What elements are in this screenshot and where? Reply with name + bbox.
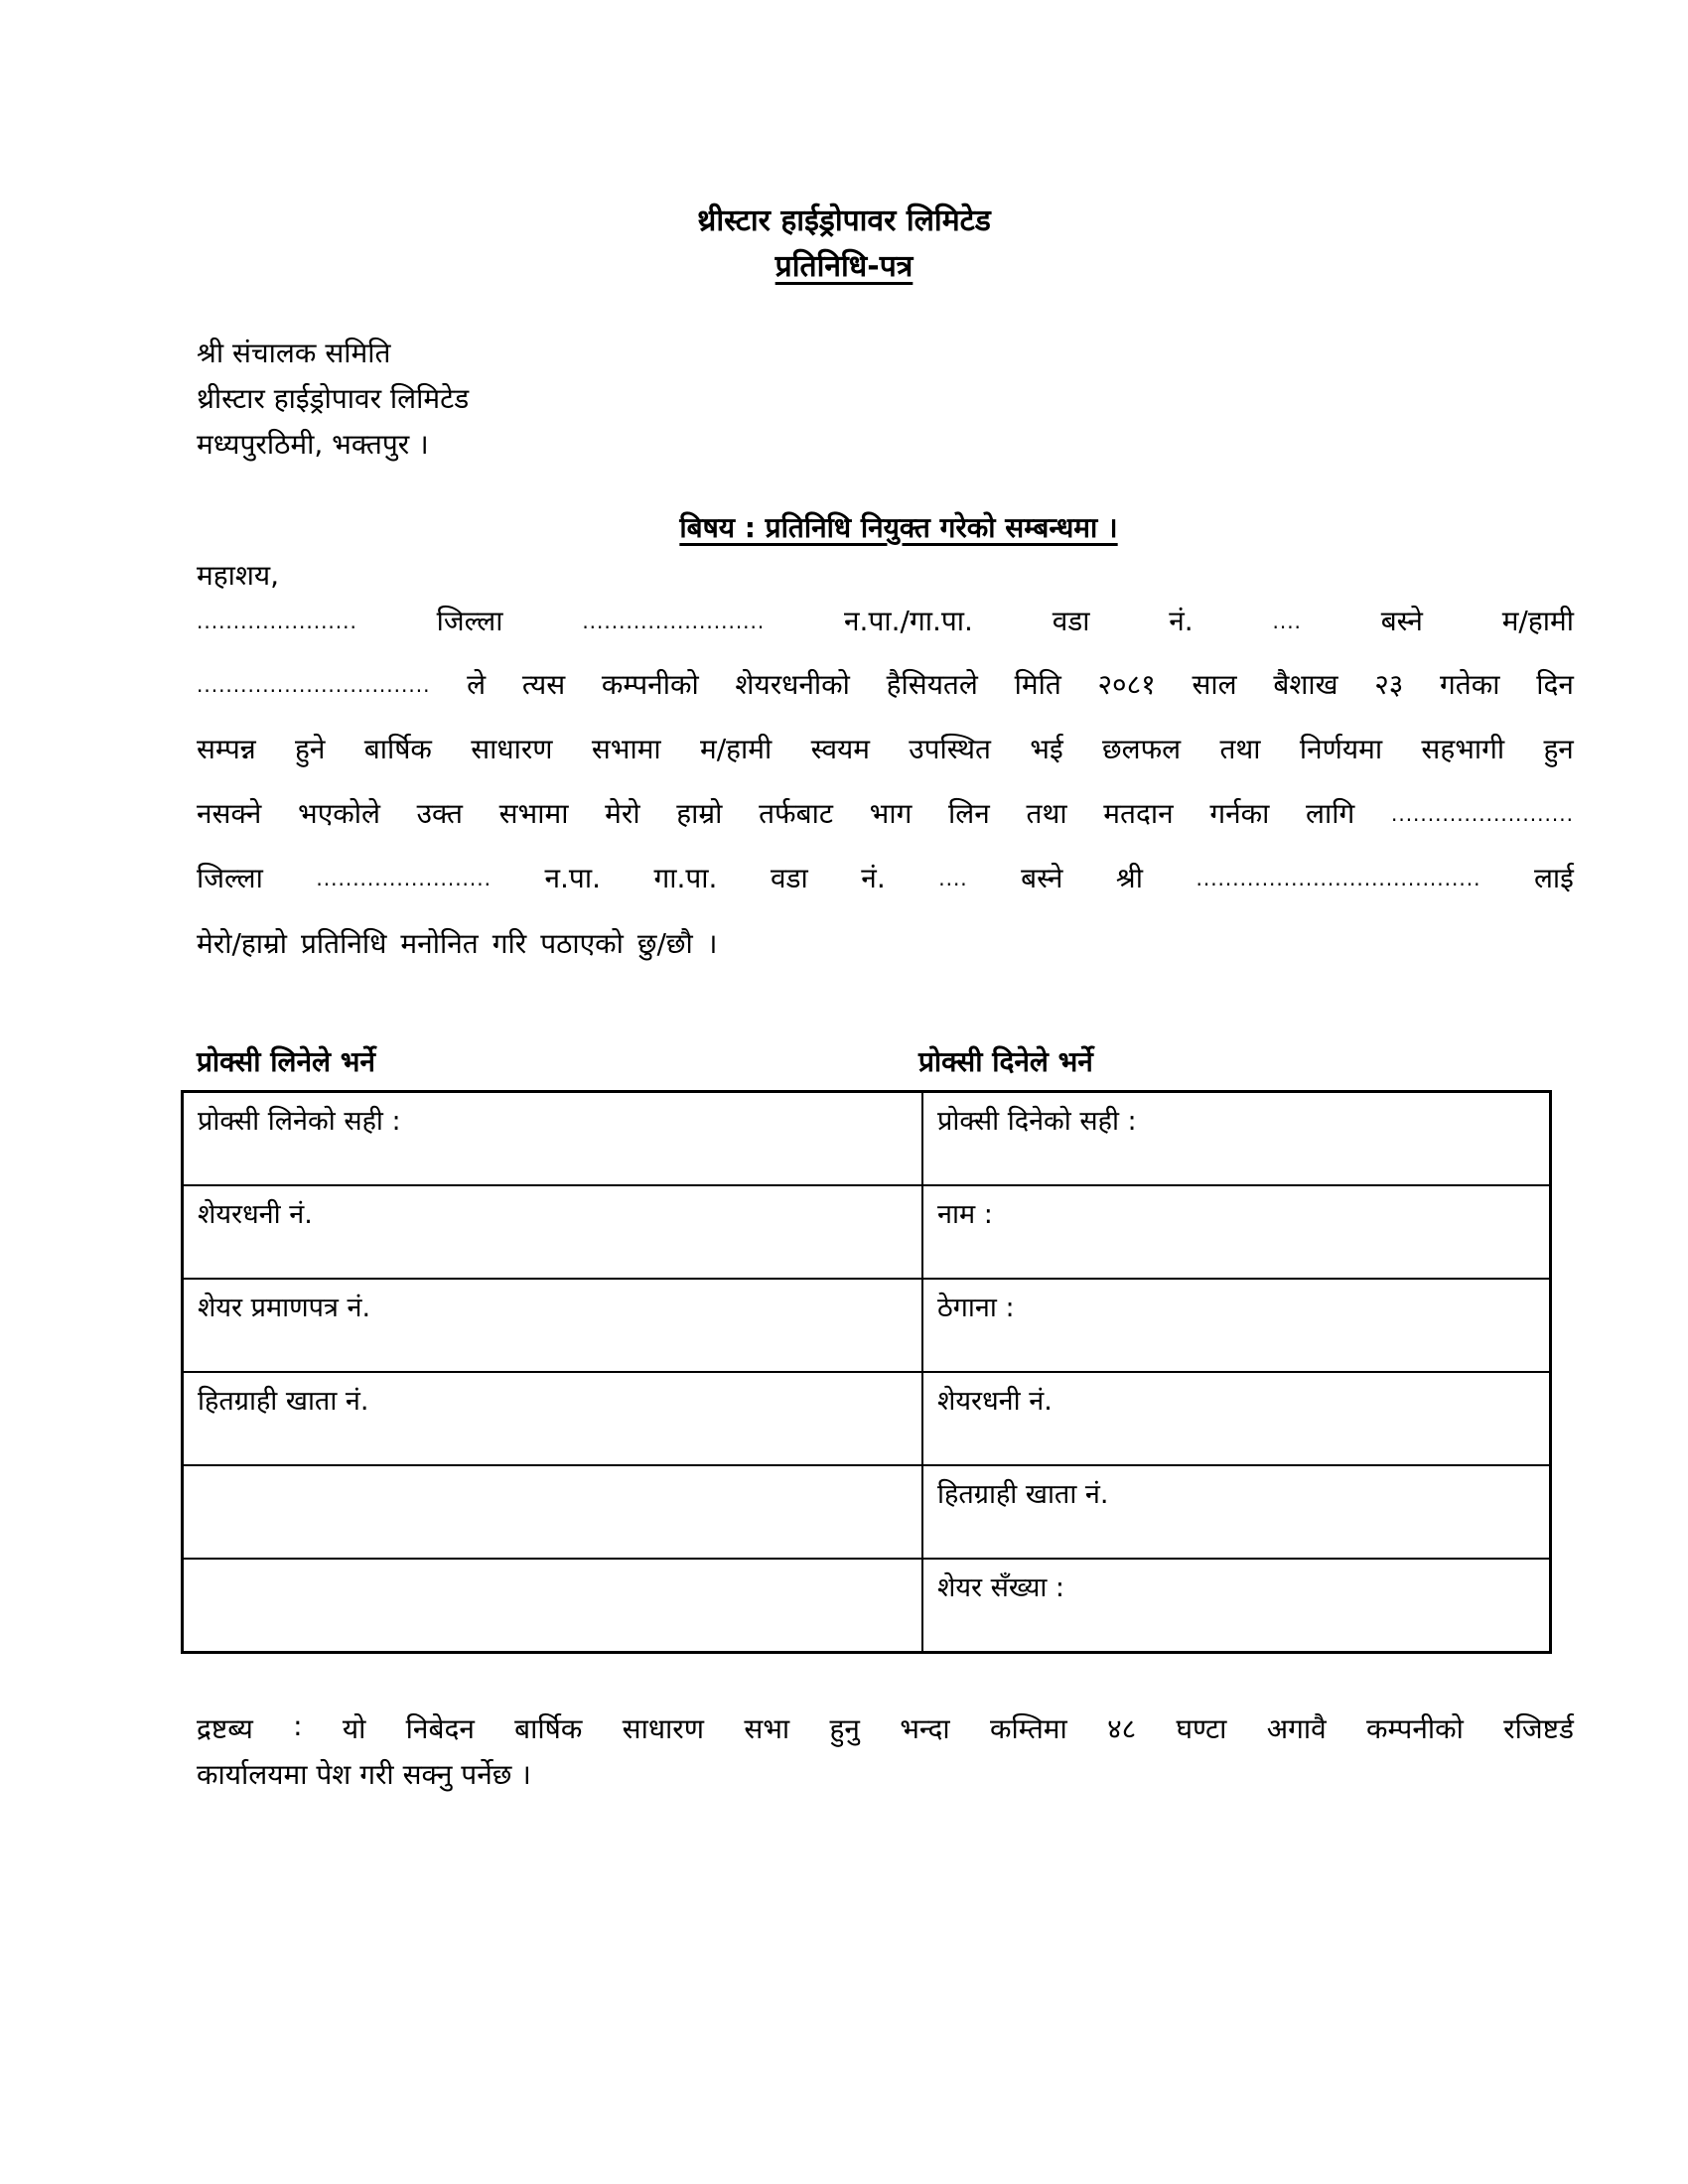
proxy-giver-cell[interactable]: शेयरधनी नं. <box>922 1372 1551 1465</box>
address-line-1: श्री संचालक समिति <box>197 337 391 369</box>
body-line-6 <box>197 924 1574 962</box>
word: बार्षिक <box>514 1712 583 1745</box>
word: त्यस <box>521 668 566 701</box>
word: न.पा. <box>544 862 601 894</box>
word: निर्णयमा <box>1299 733 1383 765</box>
word: कम्पनीको <box>1365 1712 1464 1745</box>
word: प्रतिनिधि <box>301 927 387 960</box>
word: मिति <box>1014 668 1061 701</box>
word: हुन <box>1543 733 1574 765</box>
word: द्रष्टब्य <box>197 1712 253 1745</box>
proxy-taker-heading: प्रोक्सी लिनेले भर्ने <box>197 1045 375 1078</box>
blank-fill-field[interactable]: ........................ <box>316 867 492 890</box>
word: म/हामी <box>1501 605 1574 637</box>
word: हाम्रो <box>676 797 723 830</box>
word: मेरो/हाम्रो <box>197 927 287 960</box>
proxy-form-table <box>181 1090 1552 1654</box>
body-line-1 <box>197 602 1574 639</box>
note-line-1 <box>197 1709 1574 1747</box>
salutation: महाशय, <box>197 559 280 592</box>
proxy-taker-cell[interactable]: हितग्राही खाता नं. <box>183 1372 923 1465</box>
word: गर्नका <box>1209 797 1270 830</box>
proxy-taker-cell[interactable]: प्रोक्सी लिनेको सही : <box>183 1092 923 1186</box>
word: सम्पन्न <box>197 733 256 765</box>
proxy-taker-cell[interactable]: शेयर प्रमाणपत्र नं. <box>183 1279 923 1372</box>
word: सभा <box>744 1712 790 1745</box>
word: गरि <box>492 927 527 960</box>
word: सभामा <box>591 733 661 765</box>
table-row <box>183 1465 1551 1559</box>
company-title-text: थ्रीस्टार हाईड्रोपावर लिमिटेड <box>697 204 991 238</box>
word: साल <box>1192 668 1237 701</box>
body-line-2 <box>197 665 1574 703</box>
table-row <box>183 1372 1551 1465</box>
word: हुनु <box>829 1712 860 1745</box>
address-line-3: मध्यपुरठिमी, भक्तपुर । <box>197 428 429 461</box>
word: भाग <box>869 797 913 830</box>
word: बस्ने <box>1380 605 1423 637</box>
word: लागि <box>1306 797 1355 830</box>
word: न.पा./गा.पा. <box>844 605 973 637</box>
word: लिन <box>948 797 990 830</box>
body-line-5 <box>197 859 1574 896</box>
word: तर्फबाट <box>759 797 833 830</box>
proxy-giver-cell[interactable]: प्रोक्सी दिनेको सही : <box>922 1092 1551 1186</box>
word: रजिष्टर्ड <box>1503 1712 1574 1745</box>
word: लाई <box>1533 862 1574 894</box>
word: स्वयम <box>810 733 871 765</box>
word: बार्षिक <box>363 733 432 765</box>
blank-fill-field[interactable]: ......................... <box>582 610 766 633</box>
blank-fill-field[interactable]: .... <box>938 867 968 890</box>
word: २०८१ <box>1097 668 1156 701</box>
subject-text: बिषय : प्रतिनिधि नियुक्त गरेको सम्बन्धमा । <box>679 511 1118 544</box>
proxy-giver-cell[interactable]: ठेगाना : <box>922 1279 1551 1372</box>
word: यो <box>342 1712 366 1745</box>
word: छु/छौ <box>636 927 693 960</box>
table-row <box>183 1559 1551 1653</box>
word: भएकोले <box>298 797 380 830</box>
word: हैसियतले <box>886 668 978 701</box>
word: तथा <box>1026 797 1067 830</box>
form-title-text: प्रतिनिधि-पत्र <box>774 249 914 284</box>
blank-fill-field[interactable]: .... <box>1272 610 1302 633</box>
word: गतेका <box>1440 668 1500 701</box>
word: वडा <box>770 862 808 894</box>
proxy-giver-heading: प्रोक्सी दिनेले भर्ने <box>918 1045 1093 1078</box>
table-row <box>183 1092 1551 1186</box>
proxy-giver-cell[interactable]: शेयर सँख्या : <box>922 1559 1551 1653</box>
subject-line <box>0 508 1688 546</box>
word: । <box>706 927 718 960</box>
word: सहभागी <box>1421 733 1505 765</box>
word: वडा <box>1052 605 1090 637</box>
word: म/हामी <box>699 733 773 765</box>
word: : <box>293 1709 303 1742</box>
word: मेरो <box>605 797 640 830</box>
word: निबेदन <box>405 1712 475 1745</box>
word: साधारण <box>622 1712 705 1745</box>
word: तथा <box>1219 733 1261 765</box>
form-title <box>0 244 1688 285</box>
word: शेयरधनीको <box>735 668 850 701</box>
body-line-4 <box>197 794 1574 832</box>
word: जिल्ला <box>197 862 263 894</box>
note-line-2: कार्यालयमा पेश गरी सक्नु पर्नेछ । <box>197 1758 531 1791</box>
blank-fill-field[interactable]: ................................ <box>197 673 431 697</box>
company-title <box>0 199 1688 239</box>
table-row <box>183 1279 1551 1372</box>
word: भन्दा <box>900 1712 950 1745</box>
word: श्री <box>1115 862 1143 894</box>
proxy-taker-cell[interactable]: शेयरधनी नं. <box>183 1185 923 1279</box>
proxy-giver-cell[interactable]: नाम : <box>922 1185 1551 1279</box>
word: छलफल <box>1101 733 1182 765</box>
address-line-2: थ्रीस्टार हाईड्रोपावर लिमिटेड <box>197 382 470 415</box>
word: २३ <box>1374 668 1404 701</box>
word: साधारण <box>471 733 553 765</box>
word: उपस्थित <box>909 733 991 765</box>
word: नं. <box>1169 605 1194 637</box>
blank-fill-field[interactable]: ....................................... <box>1196 867 1481 890</box>
word: नं. <box>861 862 886 894</box>
table-row <box>183 1185 1551 1279</box>
word: पठाएको <box>540 927 624 960</box>
word: घण्टा <box>1176 1712 1227 1745</box>
proxy-taker-cell[interactable] <box>183 1465 923 1559</box>
word: मनोनित <box>400 927 479 960</box>
word: उक्त <box>416 797 463 830</box>
word: नसक्ने <box>197 797 262 830</box>
word: मतदान <box>1103 797 1174 830</box>
word: सभामा <box>498 797 569 830</box>
proxy-taker-cell[interactable] <box>183 1559 923 1653</box>
proxy-giver-cell[interactable]: हितग्राही खाता नं. <box>922 1465 1551 1559</box>
word: हुने <box>295 733 326 765</box>
word: अगावै <box>1266 1712 1327 1745</box>
word: कम्पनीको <box>601 668 699 701</box>
body-line-3 <box>197 730 1574 767</box>
word: ले <box>467 668 487 701</box>
word: दिन <box>1536 668 1574 701</box>
word: गा.पा. <box>653 862 718 894</box>
word: जिल्ला <box>436 605 503 637</box>
word: बस्ने <box>1021 862 1063 894</box>
word: बैशाख <box>1273 668 1338 701</box>
word: कम्तिमा <box>989 1712 1067 1745</box>
blank-fill-field[interactable]: ...................... <box>197 610 357 633</box>
word: ४८ <box>1107 1712 1137 1745</box>
blank-fill-field[interactable]: ......................... <box>1390 802 1574 826</box>
word: भई <box>1030 733 1063 765</box>
